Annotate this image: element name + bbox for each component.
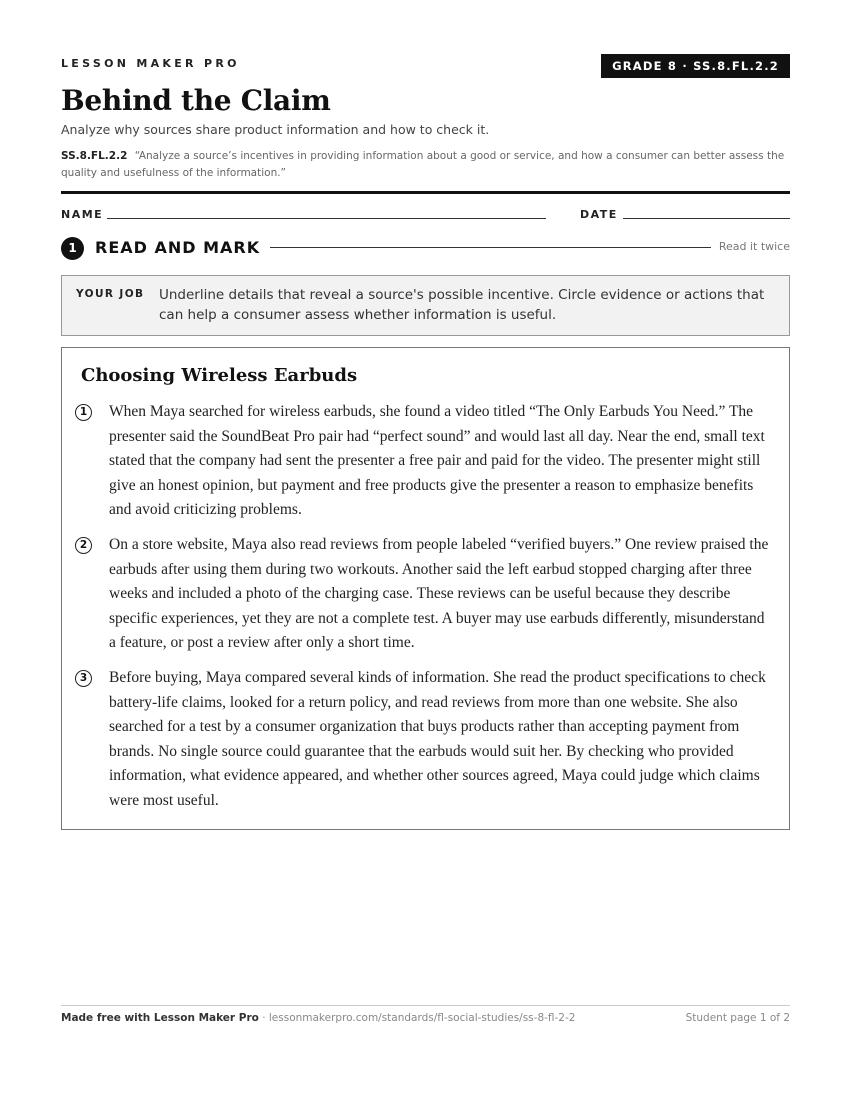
section-divider — [270, 247, 711, 248]
footer-url-link[interactable]: lessonmakerpro.com/standards/fl-social-studies/ss-8-fl-2-2 — [268, 1012, 576, 1024]
section-number-badge: 1 — [61, 237, 84, 260]
paragraph-number: 1 — [75, 404, 92, 421]
section-title: READ AND MARK — [95, 238, 261, 257]
footer-made-text: Made free with Lesson Maker Pro — [61, 1012, 259, 1024]
reading-passage — [61, 347, 790, 830]
page-title: Behind the Claim — [61, 84, 331, 117]
paragraph-text: Before buying, Maya compared several kinds of information. She read the product specifications to check battery-life claims, looked for a return policy, and read reviews from more than one website. She also searched for a test by a consumer organization that buys products rather than accepting payment from brands. No single source could guarantee that the earbuds would suit her. By checking who provided information, what evidence appeared, and whether other sources agreed, Maya could judge which claims were most useful. — [109, 669, 766, 809]
footer-divider — [61, 1005, 790, 1006]
date-field[interactable] — [623, 218, 790, 219]
header-divider — [61, 191, 790, 194]
paragraph-text: On a store website, Maya also read reviews from people labeled “verified buyers.” One review praised the earbuds after using them during two workouts. Another said the left earbud stopped charging after three weeks and included a photo of the charging case. These reviews can be useful because they describe specific experiences, yet they are not a complete test. A buyer may use earbuds differently, misunderstand a feature, or post a review after only a short time. — [109, 536, 769, 651]
passage-title: Choosing Wireless Earbuds — [81, 365, 358, 386]
standard-code: SS.8.FL.2.2 — [61, 150, 128, 162]
name-field[interactable] — [107, 218, 546, 219]
instructions-label: YOUR JOB — [76, 288, 145, 300]
instructions-box — [61, 275, 790, 336]
footer-separator: · — [258, 1012, 269, 1024]
instructions-text: Underline details that reveal a source's possible incentive. Circle evidence or actions that can help a consumer assess whether information is useful. — [159, 287, 765, 323]
page-indicator: Student page 1 of 2 — [685, 1012, 790, 1024]
paragraph-text: When Maya searched for wireless earbuds, she found a video titled “The Only Earbuds You Need.” The presenter said the SoundBeat Pro pair had “perfect sound” and would last all day. Near the end, small text stated that the company had sent the presenter a free pair and paid for the video. The presenter might still give an honest opinion, but payment and free products give the presenter a reason to emphasize benefits and avoid criticizing problems. — [109, 403, 765, 518]
page-subtitle: Analyze why sources share product information and how to check it. — [61, 122, 490, 137]
standard-statement — [61, 148, 790, 182]
brand-name: LESSON MAKER PRO — [61, 57, 240, 70]
paragraph-number: 3 — [75, 670, 92, 687]
standard-text: “Analyze a source’s incentives in providing information about a good or service, and how a consumer can better assess the quality and usefulness of the information.” — [61, 150, 785, 179]
grade-badge: GRADE 8 · SS.8.FL.2.2 — [601, 54, 790, 78]
footer-credit — [61, 1012, 575, 1024]
date-label: DATE — [580, 208, 618, 221]
paragraph-number: 2 — [75, 537, 92, 554]
name-label: NAME — [61, 208, 104, 221]
section-note: Read it twice — [718, 240, 790, 253]
